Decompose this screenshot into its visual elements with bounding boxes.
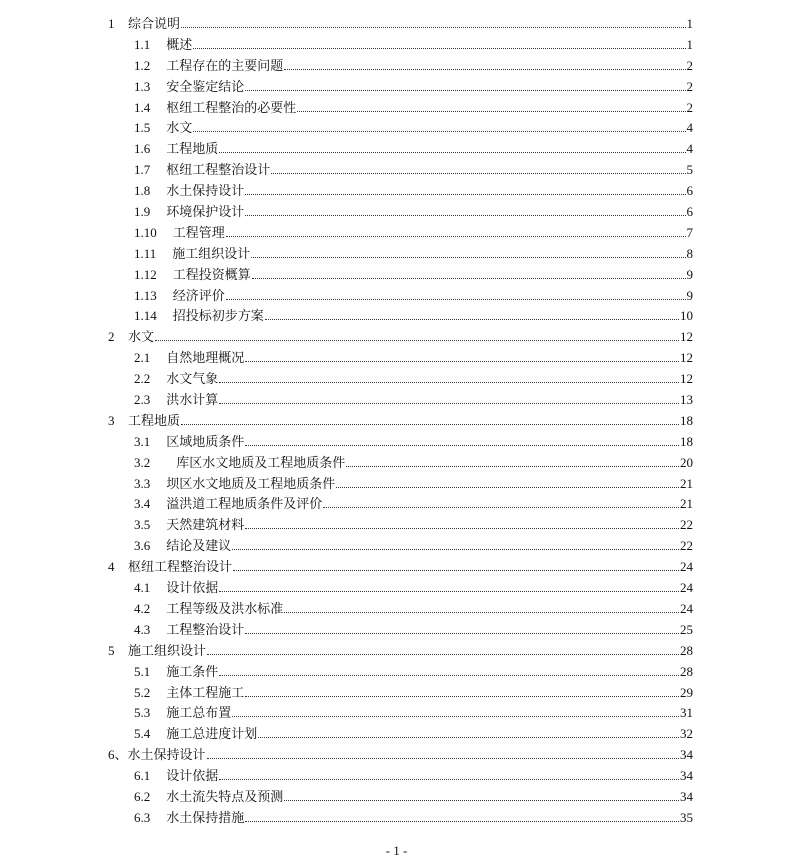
subsection-title: 环境保护设计 [166, 204, 245, 220]
page-number: 2 [686, 78, 693, 94]
toc-subsection [0, 390, 693, 411]
page-number: 29 [680, 684, 693, 700]
dot-leader [245, 194, 685, 195]
page-number: 24 [680, 600, 693, 616]
subsection-title: 水文气象 [166, 371, 219, 387]
dot-leader [181, 27, 685, 28]
subsection-number: 6.1 [134, 768, 151, 784]
subsection-number: 1.9 [134, 204, 151, 220]
subsection-number: 6.3 [134, 809, 151, 825]
page-number: 2 [686, 99, 693, 115]
toc-section [0, 557, 693, 578]
subsection-title: 招投标初步方案 [172, 308, 264, 324]
toc-subsection [0, 202, 693, 223]
page-number: 35 [680, 809, 693, 825]
subsection-title: 设计依据 [166, 580, 219, 596]
subsection-number: 2.3 [134, 392, 151, 408]
toc-subsection [0, 432, 693, 453]
subsection-number: 4.2 [134, 600, 151, 616]
dot-leader [226, 299, 686, 300]
dot-leader [226, 236, 686, 237]
subsection-number: 1.2 [134, 57, 151, 73]
toc-subsection [0, 683, 693, 704]
subsection-number: 4.1 [134, 580, 151, 596]
page-number: 7 [686, 224, 693, 240]
section-number: 2 [108, 329, 115, 345]
page-number: 12 [680, 329, 693, 345]
subsection-title: 溢洪道工程地质条件及评价 [166, 496, 323, 512]
dot-leader [284, 800, 679, 801]
subsection-title: 水土保持设计 [166, 183, 245, 199]
subsection-title: 工程等级及洪水标准 [166, 600, 284, 616]
page-number: 6 [686, 204, 693, 220]
subsection-number: 1.14 [134, 308, 157, 324]
page-number: 32 [680, 726, 693, 742]
dot-leader [219, 152, 685, 153]
toc-section [0, 411, 693, 432]
section-number: 6、 [108, 747, 128, 763]
subsection-number: 1.8 [134, 183, 151, 199]
toc-subsection [0, 515, 693, 536]
dot-leader [193, 48, 685, 49]
page-number: 24 [680, 580, 693, 596]
dot-leader [245, 445, 679, 446]
subsection-title: 工程投资概算 [172, 266, 251, 282]
toc-subsection [0, 578, 693, 599]
table-of-contents [0, 14, 693, 829]
dot-leader [219, 675, 679, 676]
dot-leader [245, 633, 679, 634]
subsection-title: 工程管理 [172, 224, 225, 240]
toc-subsection [0, 306, 693, 327]
subsection-number: 1.10 [134, 224, 157, 240]
section-number: 5 [108, 642, 115, 658]
subsection-title: 工程地质 [166, 141, 219, 157]
toc-subsection [0, 453, 693, 474]
toc-subsection [0, 662, 693, 683]
subsection-title: 主体工程施工 [166, 684, 245, 700]
section-number: 4 [108, 559, 115, 575]
subsection-number: 4.3 [134, 621, 151, 637]
toc-subsection [0, 474, 693, 495]
subsection-title: 枢纽工程整治设计 [166, 162, 271, 178]
page-number: 5 [686, 162, 693, 178]
dot-leader [219, 382, 679, 383]
page-number: 22 [680, 538, 693, 554]
subsection-number: 3.2 [134, 454, 151, 470]
page-number: 2 [686, 57, 693, 73]
page-number: 25 [680, 621, 693, 637]
dot-leader [245, 361, 679, 362]
subsection-number: 3.6 [134, 538, 151, 554]
section-number: 3 [108, 412, 115, 428]
section-number: 1 [108, 16, 115, 31]
subsection-title: 设计依据 [166, 768, 219, 784]
toc-subsection [0, 98, 693, 119]
dot-leader [219, 403, 679, 404]
page-number: 1 [686, 36, 693, 52]
dot-leader [271, 173, 685, 174]
dot-leader [258, 737, 679, 738]
page-number: 6 [686, 183, 693, 199]
page-number: 34 [680, 788, 693, 804]
subsection-number: 1.5 [134, 120, 151, 136]
toc-subsection [0, 139, 693, 160]
dot-leader [346, 466, 679, 467]
subsection-number: 6.2 [134, 788, 151, 804]
page-number: 22 [680, 517, 693, 533]
page-number: 21 [680, 496, 693, 512]
dot-leader [181, 424, 679, 425]
subsection-number: 1.7 [134, 162, 151, 178]
toc-subsection [0, 724, 693, 745]
dot-leader [155, 340, 679, 341]
subsection-title: 概述 [166, 36, 193, 52]
subsection-number: 1.4 [134, 99, 151, 115]
section-title: 枢纽工程整治设计 [128, 559, 233, 575]
dot-leader [219, 591, 679, 592]
subsection-title: 施工总布置 [166, 705, 232, 721]
dot-leader [232, 716, 679, 717]
toc-subsection [0, 56, 693, 77]
toc-subsection [0, 160, 693, 181]
subsection-number: 5.2 [134, 684, 151, 700]
dot-leader [207, 758, 679, 759]
section-title: 工程地质 [128, 412, 181, 428]
toc-subsection [0, 599, 693, 620]
subsection-number: 5.3 [134, 705, 151, 721]
dot-leader [284, 69, 685, 70]
toc-subsection [0, 787, 693, 808]
subsection-title: 经济评价 [172, 287, 225, 303]
subsection-title: 坝区水文地质及工程地质条件 [166, 475, 336, 491]
page-number: 8 [686, 245, 693, 261]
subsection-title: 天然建筑材料 [166, 517, 245, 533]
dot-leader [252, 278, 686, 279]
subsection-title: 施工总进度计划 [166, 726, 258, 742]
page-number: 12 [680, 371, 693, 387]
subsection-number: 1.13 [134, 287, 157, 303]
subsection-title: 水文 [166, 120, 193, 136]
subsection-number: 1.3 [134, 78, 151, 94]
dot-leader [245, 821, 679, 822]
page-number: 24 [680, 559, 693, 575]
subsection-number: 3.4 [134, 496, 151, 512]
subsection-title: 工程整治设计 [166, 621, 245, 637]
page-number: 31 [680, 705, 693, 721]
dot-leader [245, 696, 679, 697]
subsection-number: 1.6 [134, 141, 151, 157]
subsection-title: 区域地质条件 [166, 433, 245, 449]
toc-section [0, 641, 693, 662]
section-title: 施工组织设计 [128, 642, 207, 658]
page-number: 34 [680, 768, 693, 784]
section-title: 水文 [128, 329, 155, 345]
page-number: 18 [680, 412, 693, 428]
dot-leader [251, 257, 685, 258]
page-number: 4 [686, 120, 693, 136]
toc-subsection [0, 286, 693, 307]
subsection-title: 洪水计算 [166, 392, 219, 408]
toc-subsection [0, 766, 693, 787]
subsection-number: 1.12 [134, 266, 157, 282]
subsection-number: 3.5 [134, 517, 151, 533]
dot-leader [323, 507, 679, 508]
page-number: 12 [680, 350, 693, 366]
subsection-number: 3.3 [134, 475, 151, 491]
dot-leader [265, 319, 679, 320]
page-number: 28 [680, 663, 693, 679]
toc-subsection [0, 223, 693, 244]
subsection-number: 2.2 [134, 371, 151, 387]
dot-leader [232, 549, 679, 550]
toc-section [0, 745, 693, 766]
dot-leader [233, 570, 679, 571]
page-number: 28 [680, 642, 693, 658]
page-number: 13 [680, 392, 693, 408]
subsection-number: 5.1 [134, 663, 151, 679]
page-number: 1 [686, 16, 693, 31]
subsection-number: 1.1 [134, 36, 151, 52]
page-number: 20 [680, 454, 693, 470]
toc-subsection [0, 77, 693, 98]
subsection-number: 2.1 [134, 350, 151, 366]
section-title: 综合说明 [128, 16, 181, 31]
toc-subsection [0, 265, 693, 286]
page-number: 21 [680, 475, 693, 491]
toc-subsection [0, 348, 693, 369]
toc-subsection [0, 35, 693, 56]
dot-leader [336, 487, 679, 488]
subsection-title: 施工条件 [166, 663, 219, 679]
subsection-title: 库区水文地质及工程地质条件 [176, 454, 346, 470]
page-number: 18 [680, 433, 693, 449]
dot-leader [245, 528, 679, 529]
page-number: 9 [686, 266, 693, 282]
subsection-title: 水土保持措施 [166, 809, 245, 825]
dot-leader [245, 90, 685, 91]
toc-subsection [0, 244, 693, 265]
dot-leader [245, 215, 685, 216]
subsection-number: 5.4 [134, 726, 151, 742]
dot-leader [193, 131, 685, 132]
subsection-title: 安全鉴定结论 [166, 78, 245, 94]
toc-section [0, 327, 693, 348]
toc-subsection [0, 369, 693, 390]
subsection-number: 1.11 [134, 245, 157, 261]
subsection-title: 结论及建议 [166, 538, 232, 554]
page-footer-number: - 1 - [385, 843, 408, 858]
toc-subsection [0, 620, 693, 641]
subsection-title: 枢纽工程整治的必要性 [166, 99, 297, 115]
toc-subsection [0, 536, 693, 557]
dot-leader [207, 654, 679, 655]
dot-leader [297, 111, 685, 112]
subsection-number: 3.1 [134, 433, 151, 449]
subsection-title: 水土流失特点及预测 [166, 788, 284, 804]
page-number: 4 [686, 141, 693, 157]
subsection-title: 施工组织设计 [172, 245, 251, 261]
toc-subsection [0, 494, 693, 515]
dot-leader [284, 612, 679, 613]
subsection-title: 工程存在的主要问题 [166, 57, 284, 73]
page-number: 9 [686, 287, 693, 303]
toc-subsection [0, 181, 693, 202]
subsection-title: 自然地理概况 [166, 350, 245, 366]
toc-section [0, 14, 693, 35]
toc-subsection [0, 118, 693, 139]
toc-subsection [0, 808, 693, 829]
toc-subsection [0, 703, 693, 724]
section-title: 水土保持设计 [127, 747, 206, 763]
dot-leader [219, 779, 679, 780]
page-number: 10 [680, 308, 693, 324]
page-number: 34 [680, 747, 693, 763]
